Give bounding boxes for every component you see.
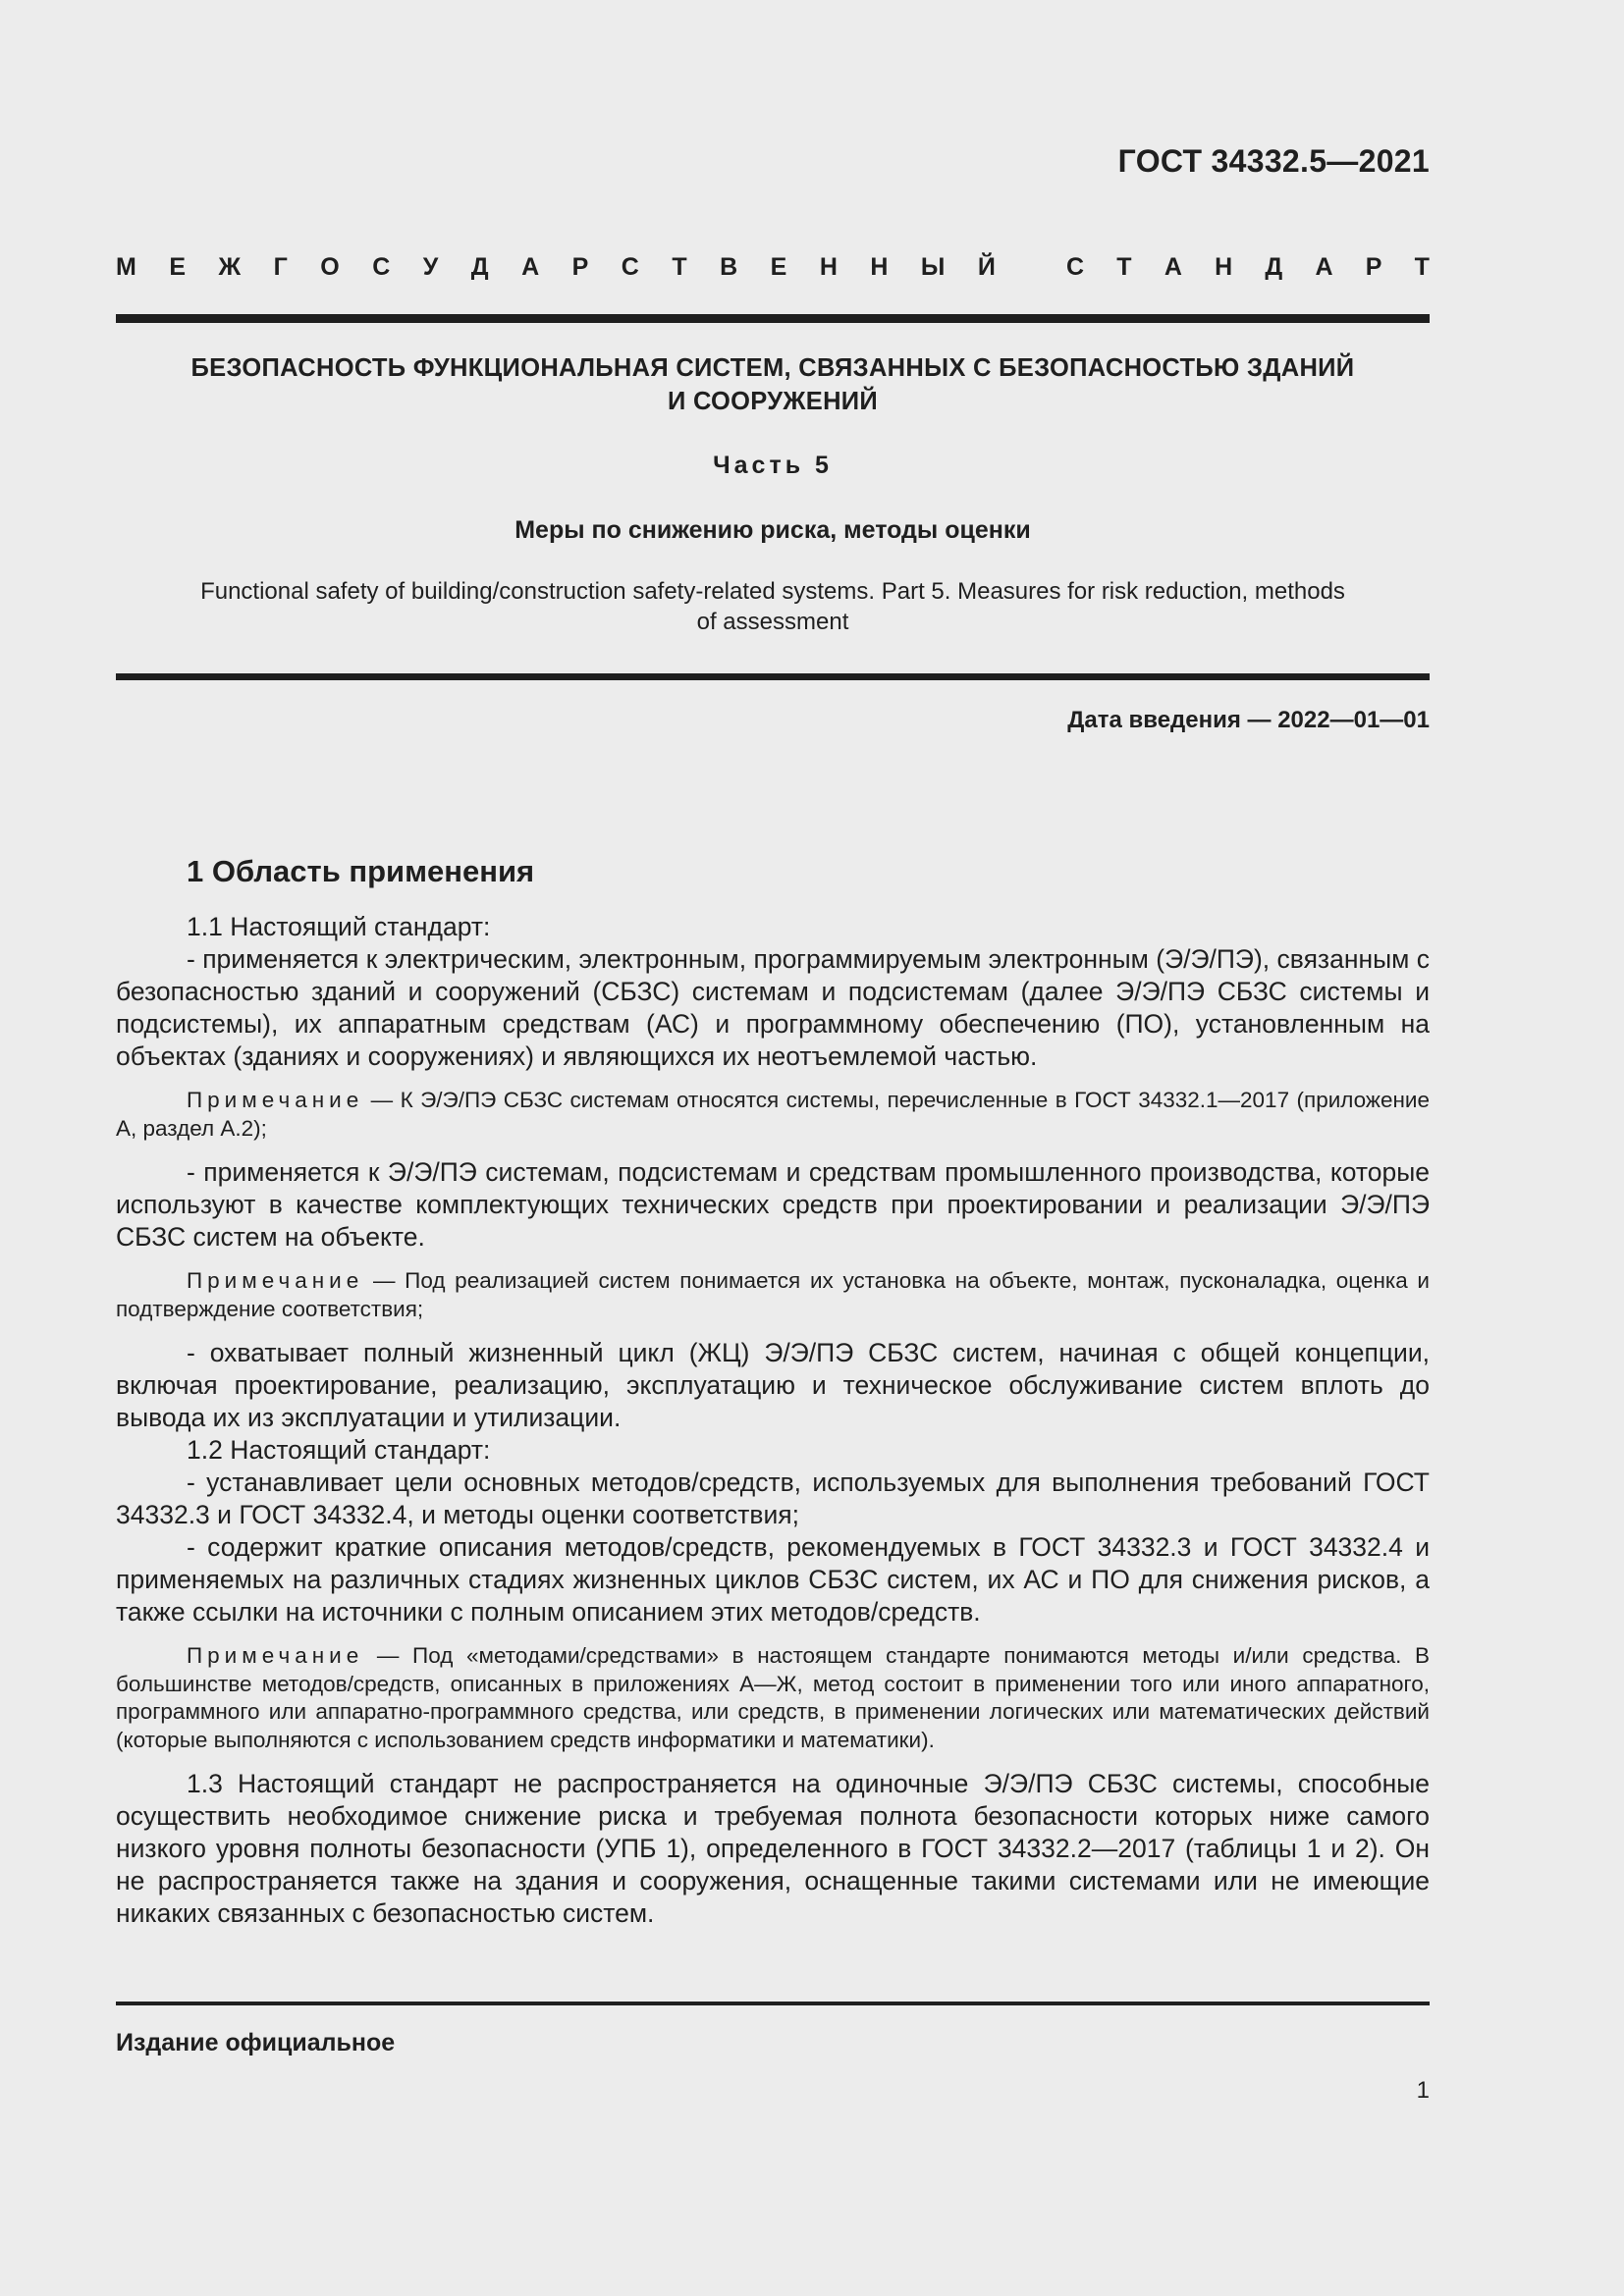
standard-type-letter: Д (1265, 253, 1283, 281)
standard-type-letter: С (372, 253, 391, 281)
official-edition-label: Издание официальное (116, 2029, 396, 2056)
top-rule (116, 314, 1430, 323)
standard-type-letter: Н (1215, 253, 1233, 281)
standard-type-letter: Д (470, 253, 489, 281)
clause-1-1-item-b: - применяется к Э/Э/ПЭ системам, подсистемам и средствам промышленного производства, которые используют в качестве комплектующих технических средств при проектировании и реализации Э/Э/ПЭ СБЗС систем на объекте. (116, 1157, 1430, 1252)
standard-type-letter: Р (1365, 253, 1382, 281)
standard-type-letter: А (1315, 253, 1333, 281)
standard-type-letter: Е (169, 253, 186, 281)
standard-type-letter: Ж (218, 253, 242, 281)
standard-type-letter: Т (672, 253, 687, 281)
document-number: ГОСТ 34332.5—2021 (1117, 143, 1430, 179)
english-title-line-1: Functional safety of building/construction safety-related systems. Part 5. Measures for risk reduction, methods (200, 578, 1345, 605)
english-title-line-2: of assessment (696, 609, 849, 635)
standard-type (116, 253, 1430, 282)
title-line-1: БЕЗОПАСНОСТЬ ФУНКЦИОНАЛЬНАЯ СИСТЕМ, СВЯЗАННЫХ С БЕЗОПАСНОСТЬЮ ЗДАНИЙ (190, 354, 1355, 382)
part-label: Часть 5 (713, 452, 833, 479)
standard-type-letter: У (422, 253, 439, 281)
clause-1-1-item-a: - применяется к электрическим, электронным, программируемым электронным (Э/Э/ПЭ), связанным с безопасностью зданий и сооружений (СБЗС) системам и подсистемам (далее Э/Э/ПЭ СБЗС системы и подсистемы), их аппаратным средствам (АС) и программному обеспечению (ПО), установленным на объектах (зданиях и сооружениях) и являющихся их неотъемлемой частью. (116, 944, 1430, 1071)
standard-type-letter: С (1066, 253, 1085, 281)
standard-type-letter: О (320, 253, 340, 281)
standard-type-letter: Н (870, 253, 889, 281)
note-3 (116, 1642, 1430, 1754)
standard-type-letter: Ы (920, 253, 946, 281)
document-subtitle: Меры по снижению риска, методы оценки (514, 516, 1031, 544)
note-label: Примечание (187, 1088, 364, 1112)
note-text: — Под «методами/средствами» в настоящем стандарте понимаются методы и/или средства. В большинстве методов/средств, описанных в приложениях А—Ж, метод состоит в применении того или иного аппаратного, программного или аппаратно-программного средства, или средств, в применении логических или математических действий (которые выполняются с использованием средств информатики и математики). (116, 1643, 1430, 1752)
standard-type-letter: Е (770, 253, 787, 281)
document-title (116, 351, 1430, 418)
title-line-2: И СООРУЖЕНИЙ (667, 388, 879, 415)
standard-type-letter: Т (1414, 253, 1430, 281)
note-label: Примечание (187, 1643, 364, 1668)
page-number: 1 (1416, 2077, 1430, 2104)
clause-1-2-item-a: - устанавливает цели основных методов/средств, используемых для выполнения требований ГОСТ 34332.3 и ГОСТ 34332.4, и методы оценки соответствия; (116, 1468, 1430, 1529)
clause-1-1-item-c: - охватывает полный жизненный цикл (ЖЦ) Э/Э/ПЭ СБЗС систем, начиная с общей концепции, включая проектирование, реализацию, эксплуатацию и техническое обслуживание систем вплоть до вывода их из эксплуатации и утилизации. (116, 1338, 1430, 1432)
clause-1-3: 1.3 Настоящий стандарт не распространяется на одиночные Э/Э/ПЭ СБЗС системы, способные осуществить необходимое снижение риска и требуемая полнота безопасности которых ниже самого низкого уровня полноты безопасности (УПБ 1), определенного в ГОСТ 34332.2—2017 (таблицы 1 и 2). Он не распространяется также на здания и сооружения, оснащенные такими системами или не имеющие никаких связанных с безопасностью систем. (116, 1769, 1430, 1928)
standard-type-letter: Р (571, 253, 589, 281)
standard-type-letter: А (521, 253, 540, 281)
standard-type-letter: В (720, 253, 738, 281)
bottom-rule (116, 2002, 1430, 2005)
middle-rule (116, 673, 1430, 680)
standard-type-letter: Н (819, 253, 838, 281)
note-1 (116, 1087, 1430, 1143)
note-label: Примечание (187, 1268, 364, 1293)
note-2 (116, 1267, 1430, 1323)
clause-1-2: 1.2 Настоящий стандарт: (187, 1435, 491, 1465)
note-text: — Под реализацией систем понимается их установка на объекте, монтаж, пусконаладка, оценка и подтверждение соответствия; (116, 1268, 1430, 1321)
section-heading: 1 Область применения (187, 854, 535, 888)
standard-type-word-1 (116, 253, 996, 282)
standard-type-letter: Г (273, 253, 288, 281)
english-title (157, 576, 1388, 637)
standard-type-letter: С (621, 253, 639, 281)
clause-1-1: 1.1 Настоящий стандарт: (187, 912, 491, 941)
standard-type-letter: М (116, 253, 136, 281)
section-body (116, 911, 1430, 1930)
introduction-date: Дата введения — 2022—01—01 (1067, 707, 1430, 733)
standard-type-letter: Й (977, 253, 996, 281)
standard-type-word-2 (1066, 253, 1430, 282)
note-text: — К Э/Э/ПЭ СБЗС системам относятся системы, перечисленные в ГОСТ 34332.1—2017 (приложение А, раздел А.2); (116, 1088, 1430, 1141)
clause-1-2-item-b: - содержит краткие описания методов/средств, рекомендуемых в ГОСТ 34332.3 и ГОСТ 34332.4 и применяемых на различных стадиях жизненных циклов СБЗС систем, их АС и ПО для снижения рисков, а также ссылки на источники с полным описанием этих методов/средств. (116, 1532, 1430, 1627)
standard-type-letter: А (1164, 253, 1182, 281)
standard-type-letter: Т (1116, 253, 1132, 281)
